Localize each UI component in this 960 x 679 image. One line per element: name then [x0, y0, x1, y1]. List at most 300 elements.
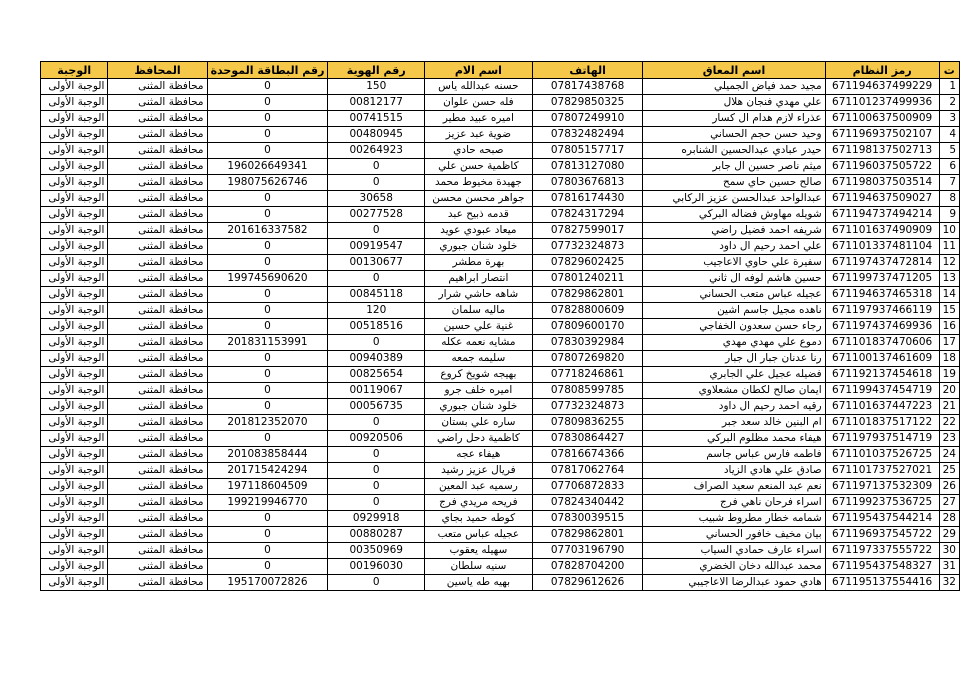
cell-seq: 10 [939, 223, 959, 239]
cell-system-code: 671195437544214 [825, 511, 939, 527]
cell-system-code: 671192137454618 [825, 367, 939, 383]
cell-id-number: 0 [328, 575, 425, 591]
cell-phone: 07832482494 [532, 127, 643, 143]
cell-disabled-name: اسراء فرحان ناهي فرج [643, 495, 825, 511]
cell-unified-card: 195170072826 [207, 575, 328, 591]
cell-phone: 07805157717 [532, 143, 643, 159]
table-row [41, 559, 960, 575]
cell-system-code: 671195137554416 [825, 575, 939, 591]
header-mother-name: اسم الام [425, 62, 533, 79]
cell-phone: 07801240211 [532, 271, 643, 287]
table-row [41, 495, 960, 511]
cell-system-code: 671101737527021 [825, 463, 939, 479]
table-row [41, 399, 960, 415]
cell-phone: 07829612626 [532, 575, 643, 591]
cell-governorate: محافظة المثنى [108, 559, 207, 575]
cell-phone: 07830864427 [532, 431, 643, 447]
cell-batch: الوجبة الأولى [41, 255, 108, 271]
cell-batch: الوجبة الأولى [41, 575, 108, 591]
cell-seq: 9 [939, 207, 959, 223]
cell-phone: 07828704200 [532, 559, 643, 575]
cell-unified-card: 201831153991 [207, 335, 328, 351]
cell-governorate: محافظة المثنى [108, 175, 207, 191]
cell-seq: 8 [939, 191, 959, 207]
cell-system-code: 671198137502713 [825, 143, 939, 159]
cell-governorate: محافظة المثنى [108, 239, 207, 255]
cell-batch: الوجبة الأولى [41, 543, 108, 559]
cell-governorate: محافظة المثنى [108, 367, 207, 383]
cell-mother-name: رسميه عبد المعين [425, 479, 533, 495]
cell-system-code: 671196937502107 [825, 127, 939, 143]
cell-system-code: 671101637447223 [825, 399, 939, 415]
cell-batch: الوجبة الأولى [41, 415, 108, 431]
header-governorate: المحافظ [108, 62, 207, 79]
cell-id-number: 0 [328, 415, 425, 431]
header-system-code: رمز النظام [825, 62, 939, 79]
cell-id-number: 0 [328, 495, 425, 511]
header-phone: الهاتف [532, 62, 643, 79]
cell-governorate: محافظة المثنى [108, 351, 207, 367]
cell-governorate: محافظة المثنى [108, 383, 207, 399]
cell-mother-name: بهيه طه ياسين [425, 575, 533, 591]
cell-unified-card: 199219946770 [207, 495, 328, 511]
cell-seq: 7 [939, 175, 959, 191]
cell-disabled-name: علي مهدي فنجان هلال [643, 95, 825, 111]
cell-batch: الوجبة الأولى [41, 175, 108, 191]
cell-governorate: محافظة المثنى [108, 479, 207, 495]
cell-system-code: 671101037526725 [825, 447, 939, 463]
cell-seq: 6 [939, 159, 959, 175]
table-row [41, 463, 960, 479]
cell-seq: 32 [939, 575, 959, 591]
cell-batch: الوجبة الأولى [41, 79, 108, 95]
cell-phone: 07824340442 [532, 495, 643, 511]
cell-id-number: 120 [328, 303, 425, 319]
cell-system-code: 671197337555722 [825, 543, 939, 559]
table-row [41, 143, 960, 159]
cell-governorate: محافظة المثنى [108, 79, 207, 95]
cell-id-number: 30658 [328, 191, 425, 207]
cell-unified-card: 0 [207, 143, 328, 159]
cell-disabled-name: دموع علي مهدي مهدي [643, 335, 825, 351]
cell-batch: الوجبة الأولى [41, 143, 108, 159]
header-seq: ت [939, 62, 959, 79]
cell-phone: 07817062764 [532, 463, 643, 479]
table-row [41, 271, 960, 287]
cell-mother-name: حسنه عبدالله ياس [425, 79, 533, 95]
cell-system-code: 671101337481104 [825, 239, 939, 255]
cell-id-number: 0 [328, 463, 425, 479]
cell-batch: الوجبة الأولى [41, 463, 108, 479]
cell-governorate: محافظة المثنى [108, 511, 207, 527]
header-id-number: رقم الهوية [328, 62, 425, 79]
cell-system-code: 671100137461609 [825, 351, 939, 367]
cell-system-code: 671199737471205 [825, 271, 939, 287]
cell-phone: 07828800609 [532, 303, 643, 319]
cell-system-code: 671194637509027 [825, 191, 939, 207]
cell-seq: 12 [939, 255, 959, 271]
cell-governorate: محافظة المثنى [108, 207, 207, 223]
table-row [41, 479, 960, 495]
cell-id-number: 00920506 [328, 431, 425, 447]
cell-id-number: 00277528 [328, 207, 425, 223]
cell-batch: الوجبة الأولى [41, 271, 108, 287]
cell-mother-name: فريال عزيز رشيد [425, 463, 533, 479]
cell-phone: 07816674366 [532, 447, 643, 463]
cell-id-number: 00812177 [328, 95, 425, 111]
table-row [41, 447, 960, 463]
cell-governorate: محافظة المثنى [108, 303, 207, 319]
cell-unified-card: 201715424294 [207, 463, 328, 479]
cell-mother-name: سهيله يعقوب [425, 543, 533, 559]
cell-batch: الوجبة الأولى [41, 351, 108, 367]
cell-batch: الوجبة الأولى [41, 287, 108, 303]
cell-seq: 4 [939, 127, 959, 143]
cell-seq: 11 [939, 239, 959, 255]
cell-phone: 07829850325 [532, 95, 643, 111]
cell-seq: 30 [939, 543, 959, 559]
cell-id-number: 0 [328, 479, 425, 495]
cell-unified-card: 201083858444 [207, 447, 328, 463]
cell-unified-card: 201616337582 [207, 223, 328, 239]
cell-system-code: 671199237536725 [825, 495, 939, 511]
cell-phone: 07830392984 [532, 335, 643, 351]
cell-id-number: 150 [328, 79, 425, 95]
cell-phone: 07829602425 [532, 255, 643, 271]
cell-unified-card: 0 [207, 543, 328, 559]
cell-seq: 23 [939, 431, 959, 447]
cell-mother-name: بهرة مطشر [425, 255, 533, 271]
cell-id-number: 00350969 [328, 543, 425, 559]
table-row [41, 79, 960, 95]
cell-governorate: محافظة المثنى [108, 159, 207, 175]
cell-system-code: 671196037505722 [825, 159, 939, 175]
cell-phone: 07817438768 [532, 79, 643, 95]
cell-unified-card: 0 [207, 191, 328, 207]
cell-batch: الوجبة الأولى [41, 527, 108, 543]
table-row [41, 159, 960, 175]
cell-unified-card: 0 [207, 511, 328, 527]
table-row [41, 335, 960, 351]
table-row [41, 111, 960, 127]
cell-id-number: 00940389 [328, 351, 425, 367]
cell-batch: الوجبة الأولى [41, 207, 108, 223]
cell-system-code: 671194737494214 [825, 207, 939, 223]
cell-disabled-name: سفيرة علي حاوي الاعاجيب [643, 255, 825, 271]
cell-unified-card: 0 [207, 79, 328, 95]
cell-disabled-name: ام البنين خالد سعد جبر [643, 415, 825, 431]
cell-mother-name: جواهر محسن محسن [425, 191, 533, 207]
cell-governorate: محافظة المثنى [108, 431, 207, 447]
cell-batch: الوجبة الأولى [41, 111, 108, 127]
cell-phone: 07703196790 [532, 543, 643, 559]
cell-phone: 07706872833 [532, 479, 643, 495]
cell-phone: 07732324873 [532, 399, 643, 415]
cell-governorate: محافظة المثنى [108, 111, 207, 127]
cell-governorate: محافظة المثنى [108, 271, 207, 287]
cell-governorate: محافظة المثنى [108, 95, 207, 111]
table-row [41, 287, 960, 303]
cell-seq: 25 [939, 463, 959, 479]
cell-disabled-name: شويله مهاوش فضاله البركي [643, 207, 825, 223]
cell-system-code: 671101637490909 [825, 223, 939, 239]
header-row [41, 62, 960, 79]
cell-batch: الوجبة الأولى [41, 127, 108, 143]
cell-mother-name: قدمه ذبيح عبد [425, 207, 533, 223]
cell-system-code: 671199437454719 [825, 383, 939, 399]
cell-batch: الوجبة الأولى [41, 479, 108, 495]
cell-seq: 15 [939, 303, 959, 319]
cell-phone: 07808599785 [532, 383, 643, 399]
cell-phone: 07813127080 [532, 159, 643, 175]
cell-disabled-name: حيدر عبادي عبدالحسين الشنابره [643, 143, 825, 159]
table-row [41, 207, 960, 223]
cell-system-code: 671197937514719 [825, 431, 939, 447]
cell-unified-card: 0 [207, 303, 328, 319]
cell-governorate: محافظة المثنى [108, 447, 207, 463]
cell-unified-card: 196026649341 [207, 159, 328, 175]
cell-seq: 29 [939, 527, 959, 543]
cell-unified-card: 0 [207, 399, 328, 415]
cell-disabled-name: رجاء حسن سعدون الخفاجي [643, 319, 825, 335]
cell-system-code: 671101237499936 [825, 95, 939, 111]
cell-phone: 07732324873 [532, 239, 643, 255]
cell-mother-name: ضوية عبد عزيز [425, 127, 533, 143]
cell-seq: 17 [939, 335, 959, 351]
cell-mother-name: سليمه جمعه [425, 351, 533, 367]
cell-id-number: 00919547 [328, 239, 425, 255]
cell-disabled-name: عجيله عباس متعب الحساني [643, 287, 825, 303]
cell-system-code: 671194637465318 [825, 287, 939, 303]
cell-governorate: محافظة المثنى [108, 399, 207, 415]
cell-batch: الوجبة الأولى [41, 559, 108, 575]
cell-unified-card: 0 [207, 319, 328, 335]
cell-mother-name: ماليه سلمان [425, 303, 533, 319]
cell-id-number: 0 [328, 159, 425, 175]
cell-batch: الوجبة الأولى [41, 191, 108, 207]
cell-id-number: 0 [328, 223, 425, 239]
cell-id-number: 0929918 [328, 511, 425, 527]
cell-seq: 20 [939, 383, 959, 399]
cell-id-number: 0 [328, 175, 425, 191]
cell-unified-card: 0 [207, 287, 328, 303]
cell-disabled-name: ميثم ناصر حسين ال جابر [643, 159, 825, 175]
cell-disabled-name: فاطمه فارس عباس جاسم [643, 447, 825, 463]
cell-governorate: محافظة المثنى [108, 543, 207, 559]
cell-mother-name: اميره عبيد مطير [425, 111, 533, 127]
cell-system-code: 671101837470606 [825, 335, 939, 351]
cell-batch: الوجبة الأولى [41, 319, 108, 335]
cell-seq: 22 [939, 415, 959, 431]
cell-mother-name: ساره علي بستان [425, 415, 533, 431]
cell-disabled-name: عبدالواحد عبدالحسن عزيز الركابي [643, 191, 825, 207]
cell-unified-card: 197118604509 [207, 479, 328, 495]
cell-phone: 07807249910 [532, 111, 643, 127]
cell-id-number: 00056735 [328, 399, 425, 415]
cell-mother-name: اميره خلف جرو [425, 383, 533, 399]
cell-mother-name: سنيه سلطان [425, 559, 533, 575]
cell-phone: 07809836255 [532, 415, 643, 431]
cell-disabled-name: هيفاء محمد مظلوم البركي [643, 431, 825, 447]
cell-unified-card: 198075626746 [207, 175, 328, 191]
cell-governorate: محافظة المثنى [108, 415, 207, 431]
cell-batch: الوجبة الأولى [41, 239, 108, 255]
table-row [41, 415, 960, 431]
cell-seq: 3 [939, 111, 959, 127]
cell-seq: 13 [939, 271, 959, 287]
cell-seq: 31 [939, 559, 959, 575]
cell-unified-card: 0 [207, 431, 328, 447]
cell-unified-card: 0 [207, 239, 328, 255]
header-unified-card: رقم البطاقة الموحدة [207, 62, 328, 79]
cell-disabled-name: صادق علي هادي الزياد [643, 463, 825, 479]
cell-disabled-name: اسراء عارف حمادي السياب [643, 543, 825, 559]
cell-id-number: 00264923 [328, 143, 425, 159]
cell-id-number: 00825654 [328, 367, 425, 383]
cell-seq: 26 [939, 479, 959, 495]
cell-seq: 24 [939, 447, 959, 463]
cell-mother-name: كاظمية حسن علي [425, 159, 533, 175]
cell-seq: 1 [939, 79, 959, 95]
cell-id-number: 00845118 [328, 287, 425, 303]
cell-phone: 07809600170 [532, 319, 643, 335]
cell-unified-card: 0 [207, 95, 328, 111]
table-row [41, 367, 960, 383]
cell-system-code: 671197437469936 [825, 319, 939, 335]
header-disabled-name: اسم المعاق [643, 62, 825, 79]
cell-seq: 5 [939, 143, 959, 159]
table-row [41, 319, 960, 335]
cell-mother-name: بهيجه شويخ كروع [425, 367, 533, 383]
cell-disabled-name: صالح حسين حاي سمح [643, 175, 825, 191]
cell-unified-card: 0 [207, 367, 328, 383]
cell-disabled-name: ايمان صالح لكطان مشعلاوي [643, 383, 825, 399]
cell-unified-card: 201812352070 [207, 415, 328, 431]
cell-phone: 07829862801 [532, 527, 643, 543]
table-body [41, 79, 960, 591]
cell-unified-card: 0 [207, 351, 328, 367]
cell-governorate: محافظة المثنى [108, 335, 207, 351]
table-row [41, 431, 960, 447]
cell-governorate: محافظة المثنى [108, 255, 207, 271]
cell-phone: 07827599017 [532, 223, 643, 239]
cell-mother-name: خلود شنان جبوري [425, 399, 533, 415]
cell-mother-name: مشايه نعمه عكله [425, 335, 533, 351]
cell-disabled-name: نعم عبد المنعم سعيد الصراف [643, 479, 825, 495]
cell-phone: 07807269820 [532, 351, 643, 367]
cell-phone: 07816174430 [532, 191, 643, 207]
table-row [41, 575, 960, 591]
cell-system-code: 671198037503514 [825, 175, 939, 191]
table-row [41, 191, 960, 207]
cell-unified-card: 0 [207, 383, 328, 399]
cell-phone: 07829862801 [532, 287, 643, 303]
cell-mother-name: كاظمية دحل راضي [425, 431, 533, 447]
cell-id-number: 0 [328, 335, 425, 351]
beneficiaries-table [40, 61, 960, 591]
cell-unified-card: 0 [207, 207, 328, 223]
cell-mother-name: صبحه حادي [425, 143, 533, 159]
cell-id-number: 00480945 [328, 127, 425, 143]
cell-phone: 07824317294 [532, 207, 643, 223]
cell-governorate: محافظة المثنى [108, 191, 207, 207]
cell-unified-card: 199745690620 [207, 271, 328, 287]
cell-disabled-name: وحيد حسن حجم الحساني [643, 127, 825, 143]
cell-disabled-name: ناهده مجيل جاسم اشين [643, 303, 825, 319]
cell-mother-name: انتصار ابراهيم [425, 271, 533, 287]
cell-phone: 07803676813 [532, 175, 643, 191]
cell-governorate: محافظة المثنى [108, 319, 207, 335]
cell-batch: الوجبة الأولى [41, 495, 108, 511]
cell-system-code: 671197437472814 [825, 255, 939, 271]
cell-batch: الوجبة الأولى [41, 223, 108, 239]
table-row [41, 383, 960, 399]
table-row [41, 223, 960, 239]
cell-system-code: 671197937466119 [825, 303, 939, 319]
table-row [41, 95, 960, 111]
cell-batch: الوجبة الأولى [41, 159, 108, 175]
cell-disabled-name: محمد عبدالله دخان الخضري [643, 559, 825, 575]
cell-batch: الوجبة الأولى [41, 447, 108, 463]
cell-mother-name: كوطه حميد بجاي [425, 511, 533, 527]
cell-unified-card: 0 [207, 255, 328, 271]
cell-seq: 27 [939, 495, 959, 511]
cell-system-code: 671101837517122 [825, 415, 939, 431]
cell-disabled-name: فضيله عجيل علي الجابري [643, 367, 825, 383]
cell-mother-name: فريحه مريدي فرج [425, 495, 533, 511]
cell-disabled-name: رقيه احمد رحيم ال داود [643, 399, 825, 415]
cell-disabled-name: رنا عدنان جبار ال جبار [643, 351, 825, 367]
cell-disabled-name: عذراء لازم هدام ال كسار [643, 111, 825, 127]
cell-batch: الوجبة الأولى [41, 367, 108, 383]
cell-governorate: محافظة المثنى [108, 127, 207, 143]
table-row [41, 527, 960, 543]
cell-seq: 16 [939, 319, 959, 335]
cell-id-number: 00741515 [328, 111, 425, 127]
cell-mother-name: ميعاد عبودي عويد [425, 223, 533, 239]
cell-system-code: 671197137532309 [825, 479, 939, 495]
cell-disabled-name: علي احمد رحيم ال داود [643, 239, 825, 255]
cell-seq: 19 [939, 367, 959, 383]
cell-id-number: 00518516 [328, 319, 425, 335]
cell-id-number: 00119067 [328, 383, 425, 399]
cell-disabled-name: مجيد حمد فياض الجميلي [643, 79, 825, 95]
cell-disabled-name: شمامه خطار مطروط شبيب [643, 511, 825, 527]
cell-batch: الوجبة الأولى [41, 95, 108, 111]
cell-mother-name: عجيله عباس متعب [425, 527, 533, 543]
cell-seq: 2 [939, 95, 959, 111]
cell-batch: الوجبة الأولى [41, 511, 108, 527]
table-row [41, 175, 960, 191]
cell-system-code: 671194637499229 [825, 79, 939, 95]
table-row [41, 351, 960, 367]
cell-phone: 07718246861 [532, 367, 643, 383]
cell-governorate: محافظة المثنى [108, 527, 207, 543]
cell-mother-name: شاهه حاشي شرار [425, 287, 533, 303]
cell-batch: الوجبة الأولى [41, 335, 108, 351]
cell-mother-name: غنية علي حسين [425, 319, 533, 335]
header-batch: الوجبة [41, 62, 108, 79]
cell-id-number: 00196030 [328, 559, 425, 575]
cell-governorate: محافظة المثنى [108, 223, 207, 239]
cell-disabled-name: بيان مخيف خافور الحساني [643, 527, 825, 543]
cell-system-code: 671100637500909 [825, 111, 939, 127]
cell-mother-name: فله حسن علوان [425, 95, 533, 111]
cell-unified-card: 0 [207, 111, 328, 127]
table-row [41, 255, 960, 271]
cell-seq: 21 [939, 399, 959, 415]
cell-mother-name: هيفاء عجه [425, 447, 533, 463]
